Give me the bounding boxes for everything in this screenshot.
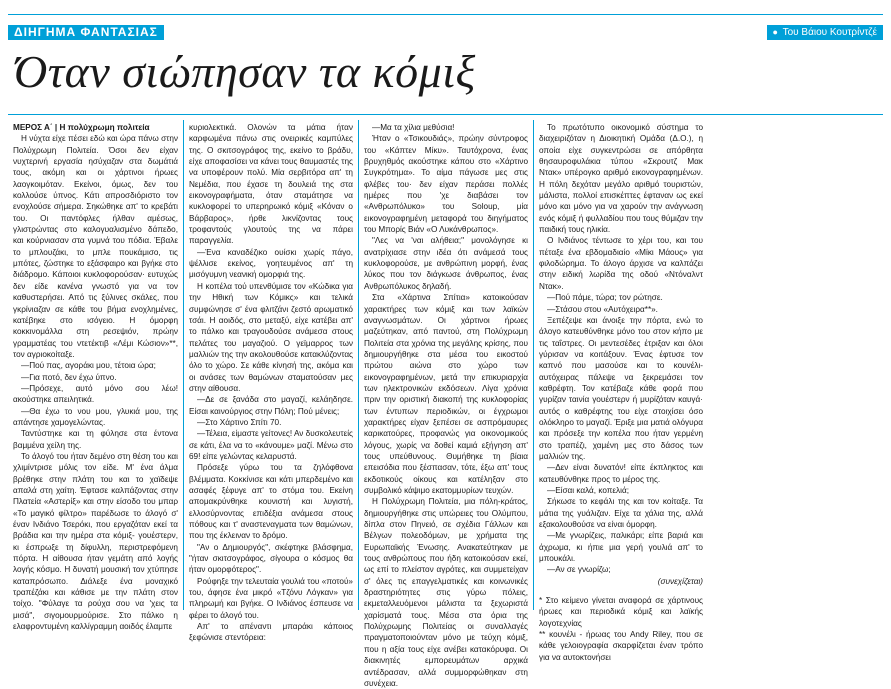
column-1 bbox=[8, 120, 183, 632]
byline-text: Του Βάιου Κουτρίντζέ bbox=[782, 27, 877, 38]
section-header-bar bbox=[8, 14, 883, 39]
paragraph: —Μα τα χίλια μεθύσια! bbox=[372, 123, 455, 132]
column-4 bbox=[533, 120, 708, 662]
paragraph: Η νύχτα είχε πέσει εδώ και ώρα πάνω στην Πολύχρωμη Πολιτεία. Όσοι δεν είχαν νυχτερινή εργασία ησύχαζαν στα δωμάτιά τους, ακόμη και οι χάρτινοι ήρωες λαογκοιμόταν. Εκείνοι, όμως, δεν του κολλούσε ύπνος. Κάτι απροσδιόριστο τον ενοχλούσε σήμερα. Σηκώθηκε απ' το κρεβάτι του. Οι παντόφλες ήλθαν αμέσως, γλιστρώντας στο καλογυαλισμένο δάπεδο, και κούρνιασαν στα γυμνά του πόδια. Έβαλε το μπλουζάκι, το μπλε πουκάμισο, τις μπότες, ζώστηκε το εξάσφαιρο και βγήκε στο διάδρομο. Κάποιοι κυκλοφορούσαν· ευτυχώς δεν είδε κανένα γνωστό για να τον καθυστερήσει. Από τις ξύλινες σκάλες, που γκρίνιαζαν σε κάθε του βήμα ενοχλημένες, κατέβηκε στο ισόγειο. Η όμορφη κοκκινομάλλα στη ρεσεψιόν, πρώην γραμματέας του ντετέκτιβ «Λέμι Κώσιον»**, τον αγριοκοίταξε. bbox=[13, 134, 178, 359]
paragraph: Το άλογό του ήταν δεμένο στη θέση του και χλιμίντρισε μόλις τον είδε. Μ' ένα άλμα βρέθηκε στην πλάτη του και το χαϊδεψε απαλά στη χαίτη. Έφτασε καλπάζοντας στην Πλατεία «Αστερίξ» και στην είσοδο του μπαρ «Το μαγικό φίλτρο» παρέδωσε το άλογό σ' έναν Ινδιάνο Τσερόκι, που εργαζόταν εκεί τα βράδια και την ημέρα στα κόμιξ- γουέστερν, κι έσπρωξε τη δίφυλλη, περιστρεφόμενη πόρτα. Η αίθουσα ήταν γεμάτη από λογής λογής κόσμο. Η δυνατή μουσική τον χτύπησε καταπρόσωπο. Διάλεξε ένα μοναχικό τραπέζάκι και κάθισε με την πλάτη στον τοίχο. "Φύλαγε τα ρούχα σου να 'χεις τα μισά", σιγομουρμούρισε. Στο πάλκο η ελαφροντυμένη καλλίγραμμη αοιδός έλαμπε bbox=[13, 451, 178, 632]
footnote: ** κουνέλι - ήρωας του Andy Riley, που σε κάθε γελοιογραφία σκαρφίζεται έναν τρόπο για να αυτοκτονήσει bbox=[539, 630, 703, 662]
part-title: ΜΕΡΟΣ Α΄ | Η πολύχρωμη πολιτεία bbox=[13, 123, 150, 132]
article-body bbox=[8, 120, 883, 688]
paragraph: —Θα έχω το νου μου, γλυκιά μου, της απάντησε χαμογελώντας. bbox=[13, 406, 178, 427]
paragraph: Ήταν ο «Τσικουδιάς», πρώην σύντροφος του «Κάπτεν Μίκυ». Ταυτόχρονα, ένας βρυχηθμός ακούστηκε κάπου στο «Χάρτινο Συγκρότημα». Το αίμα πάγωσε μες στις φλέβες του· δεν είχαν περάσει πολλές ημέρες που 'χε διαβάσει τον «Ανθρωπόλυκο» του Soloup, μία εικονογραφημένη μεταφορά του διηγήματος του Μπορίς Βιάν «Ο Λυκάνθρωπος». bbox=[364, 134, 528, 235]
paragraph: Ρούφηξε την τελευταία γουλιά του «ποτού» του, άφησε ένα μικρό «Τζόνυ Λόγκαν» για πληρωμή και βγήκε. Ο Ινδιάνος έσπευσε να φέρει το άλογό του. bbox=[189, 576, 353, 620]
paragraph: —Πού πάμε, τώρα; τον ρώτησε. bbox=[547, 293, 663, 303]
paragraph: Ξεπέζεψε και άνοιξε την πόρτα, ενώ το άλογο κατευθύνθηκε μόνο του στον κήπο με τις ταΐστρες. Οι μεντεσέδες έτριξαν και όλοι γύρισαν να κοιτάξουν. Ένας έφτυσε τον καπνό που μασούσε και το κουνέλι-αυτόχειρας πάλεψε να ξεκρεμάσει τον καθρέφτη. Τον κατέβαζε κάθε φορά που γυρίζαν ταινία γουέστερν ή μυρίζόταν καυγά· αυτός ο καθρέφτης του είχε στοιχίσει όσο ολόκληρο το μαγαζί. Έριξε μια ματιά ολόγυρα και πρόσεξε την κοπέλα που ήταν γερμένη στο τραπέζι, χαμένη μες στο δάσος των μαλλιών της. bbox=[539, 315, 703, 461]
paragraph: Η κοπέλα τού υπενθύμισε τον «Κώδικα για την Ηθική των Κόμικς» και τελικά συμφώνησε σ' ένα φλιτζάνι ζεστό αρωματικό τσάι. Η αοιδός, στο μεταξύ, είχε κατέβει απ' το πάλκο και τραγουδούσε ανάμεσα στους πελάτες του μαγαζιού. Ο γεϊμαρρος των μαλλιών της την ακολουθούσε κατακλύζοντας όλο το χώρο. Σε κάθε κίνησή της, ακόμα και οι ανάσες των θαμώνων σταματούσαν μες στην αίθουσα. bbox=[189, 281, 353, 393]
byline bbox=[767, 25, 883, 40]
paragraph: Το πρωτότυπο οικονομικό σύστημα το διαχειριζόταν η Διοικητική Ομάδα (Δ.Ο.), η οποία είχε συγκεντρώσει σε απόρθητα θησαυροφυλάκια τύπου «Σκρουτζ Μακ Ντακ» υπέρογκο αριθμό εικονογραφημένων. Η πόλη δεχόταν μεγάλο αριθμό τουριστών, μάλιστα, πολλοί επισκέπτες έφταναν ως εκεί μόνο και μόνο για να χαρούν την ανάγνωση ενός κόμιξ ή φυλλαδίου που τους θύμιζαν την παιδική τους ηλικία. bbox=[539, 123, 703, 235]
paragraph: Ταντύστηκε και τη φύλησε στα έντονα βαμμένα χείλη της. bbox=[13, 429, 178, 450]
paragraph: "Αν ο Δημιουργός", σκέφτηκε βλάσφημα, "ήταν σκιτσογράφος, σίγουρα ο κόσμος θα ήταν ομορφότερος". bbox=[189, 542, 353, 575]
paragraph: —Στάσου στου «Αυτόχειρα**». bbox=[547, 304, 658, 314]
paragraph: —Με γνωρίζεις, παλικάρι; είπε βαριά και άχρωμα, κι ήπιε μια γερή γουλιά απ' το μπουκάλι. bbox=[539, 531, 703, 564]
footnote: * Στο κείμενο γίνεται αναφορά σε χάρτινους ήρωες και περιοδικά κόμιξ και λαϊκής λογοτεχνίας bbox=[539, 596, 703, 628]
paragraph: —Για ποτό, δεν έχω ύπνο. bbox=[21, 372, 117, 382]
continued-note: (συνεχίζεται) bbox=[657, 576, 703, 586]
paragraph: —Ένα καναδέζικο ουίσκι χωρίς πάγο, ψέλλισε εκείνος, γοητευμένος απ' τη μισόγυμνη νεανική ομορφιά της. bbox=[189, 247, 353, 280]
paragraph: κυριολεκτικά. Ολονών τα μάτια ήταν καρφωμένα πάνω στις ονειρικές καμπύλες της. Ο σκιτσογράφος της, εκείνο το βράδυ, είχε αποφασίσει να κάνει τους θαυμαστές της να υποφέρουν πολύ. Μία σερβιτόρα απ' τη Νεμέδια, που έχασε τη δουλειά της στα εικονογραφήματα, όταν σταμάτησε να κυκλοφορεί το υπερηρωικό κόμιξ «Κόναν ο Βάρβαρος», ήρθε λικνίζοντας τους τροφαντούς γλουτούς της να πάρει παραγγελία. bbox=[189, 123, 353, 246]
article-title: Όταν σιώπησαν τα κόμιξ bbox=[14, 46, 476, 97]
column-3 bbox=[358, 120, 533, 688]
paragraph: —Δε σε ξανάδα στο μαγαζί, κελάηδησε. Είσαι καινούργιος στην Πόλη; Πού μένεις; bbox=[189, 395, 353, 416]
title-divider bbox=[8, 114, 883, 115]
section-tag: ΔΙΗΓΗΜΑ ΦΑΝΤΑΣΙΑΣ bbox=[8, 25, 164, 40]
paragraph: "Λες να 'ναι αλήθεια;" μονολόγησε κι ανατρίχιασε στην ιδέα ότι ανάμεσά τους κυκλοφορούσε, με ανθρώπινη μορφή, ένας λύκος που τον διάγκωσε άνθρωπος, ένας Ανθρωπόλυκος δηλαδή. bbox=[364, 236, 528, 291]
paragraph: —Δεν είναι δυνατόν! είπε έκπληκτος και κατευθύνθηκε προς το μέρος της. bbox=[539, 463, 703, 484]
paragraph: —Τέλεια, είμαστε γείτονες! Αν δυσκολευτείς σε κάτι, έλα να το «κάνουμε» μαζί. Μένω στο 69! είπε γελώντας κελαρυστά. bbox=[189, 429, 353, 461]
paragraph: —Στο Χάρτινο Σπίτι 70. bbox=[197, 417, 282, 427]
bullet-icon: ● bbox=[772, 27, 778, 37]
paragraph: —Αν σε γνωρίζω; bbox=[547, 565, 611, 575]
paragraph: Απ' το απέναντι μπαράκι κάποιος ξεφώνισε στεντόρεια: bbox=[189, 622, 353, 643]
paragraph: Πρόσεξε γύρω του τα ζηλόφθονα βλέμματα. Κοκκίνισε και κάτι μπερδεμένο και ασαφές ξέφυγε απ' το στόμα του. Εκείνη απομακρύνθηκε κουνιστή και λυγιστή, ελλοσύρνοντας επιδέξια ανάμεσα στους πόθους και τ' αναστεναγματα των θαμώνων, που της έκλειναν το δρόμο. bbox=[189, 463, 353, 541]
paragraph: Ο Ινδιάνος τέντωσε το χέρι του, και του πέταξε ένα εβδομαδιαίο «Μίκι Μάους» για φιλοδώρημα. Το άλογο άρχισε να καλπάζει στην ειδική λωρίδα της οδού «Ντόναλντ Ντακ». bbox=[539, 236, 703, 291]
paragraph: —Πρόσεχε, αυτό μόνο σου λέω! ακούστηκε απειλητικά. bbox=[13, 383, 178, 405]
paragraph: Στα «Χάρτινα Σπίτια» κατοικούσαν χαρακτήρες των κόμιξ και των λαϊκών αναγνωσμάτων. Οι χάρτινοι ήρωες μαζεύτηκαν, από παντού, στη Πολύχρωμη Πολιτεία στα χρόνια της μεγάλης κρίσης, που δημιουργήθηκε στα μέσα του εικοστού πρώτου αιώνα στο χώρο των εικονογραφημένων, μετά την επικυριαρχία των ηλεκτρονικών εκδόσεων. Λίγα χρόνια πριν την οριστική διακοπή της κυκλοφορίας των έντυπων περιοδικών, οι έγχρωμοι χαρακτήρες είχαν ξεπέσει σε ασπρόμαυρες καρικατούρες, προφανώς για οικονομικούς λόγους, χωρίς να δοθεί καμιά εξήγηση απ' τους υπεύθυνους. Θυμήθηκε τη βίαια επεισόδια που ξέσπασαν, τότε, έξω απ' τους εκδοτικούς οίκους και κατέληξαν στο συμβολικό κάψιμο εκατομμυρίων τευχών. bbox=[364, 293, 528, 495]
paragraph: Η Πολύχρωμη Πολιτεία, μια πόλη-κράτος, δημιουργήθηκε στις υπώρειες του Ολύμπου, δίπλα στον Πηνειό, σε σχέδια Γάλλων και Βέλγων πολεοδόμων, με χρήματα της Ευρωπαϊκής Ένωσης. Ανακατεύτηκαν με τους ανθρώπους που ήδη κατοικούσαν εκεί, ως επί το πλείστον αγρότες, και συμμετείχαν σ' όλες τις επαγγελματικές και κοινωνικές δραστηριότητες στις γύρω πόλεις, εκμεταλλευόμενοι μάλιστα τα ξεχωριστά χαρίσματά τους. Μέσα στα όρια της Πολύχρωμης Πολιτείας οι συναλλαγές πραγματοποιούνταν μόνο με τεύχη κόμιξ, που η αξία τους είχε ανέβει κατακόρυφα. Οι διακινητές εμπορευμάτων αρχικά αντέδρασαν, αλλά συμμορφώθηκαν στη συνέχεια. bbox=[364, 497, 528, 688]
paragraph: —Είσαι καλά, κοπελιά; bbox=[547, 486, 629, 495]
column-2 bbox=[183, 120, 358, 643]
paragraph: Σήκωσε το κεφάλι της και τον κοίταξε. Τα μάτια της γυάλιζαν. Είχε τα χάλια της, αλλά εξακολουθούσε να είναι όμορφη. bbox=[539, 497, 703, 530]
paragraph: —Πού πας, αγοράκι μου, τέτοια ώρα; bbox=[21, 361, 156, 371]
